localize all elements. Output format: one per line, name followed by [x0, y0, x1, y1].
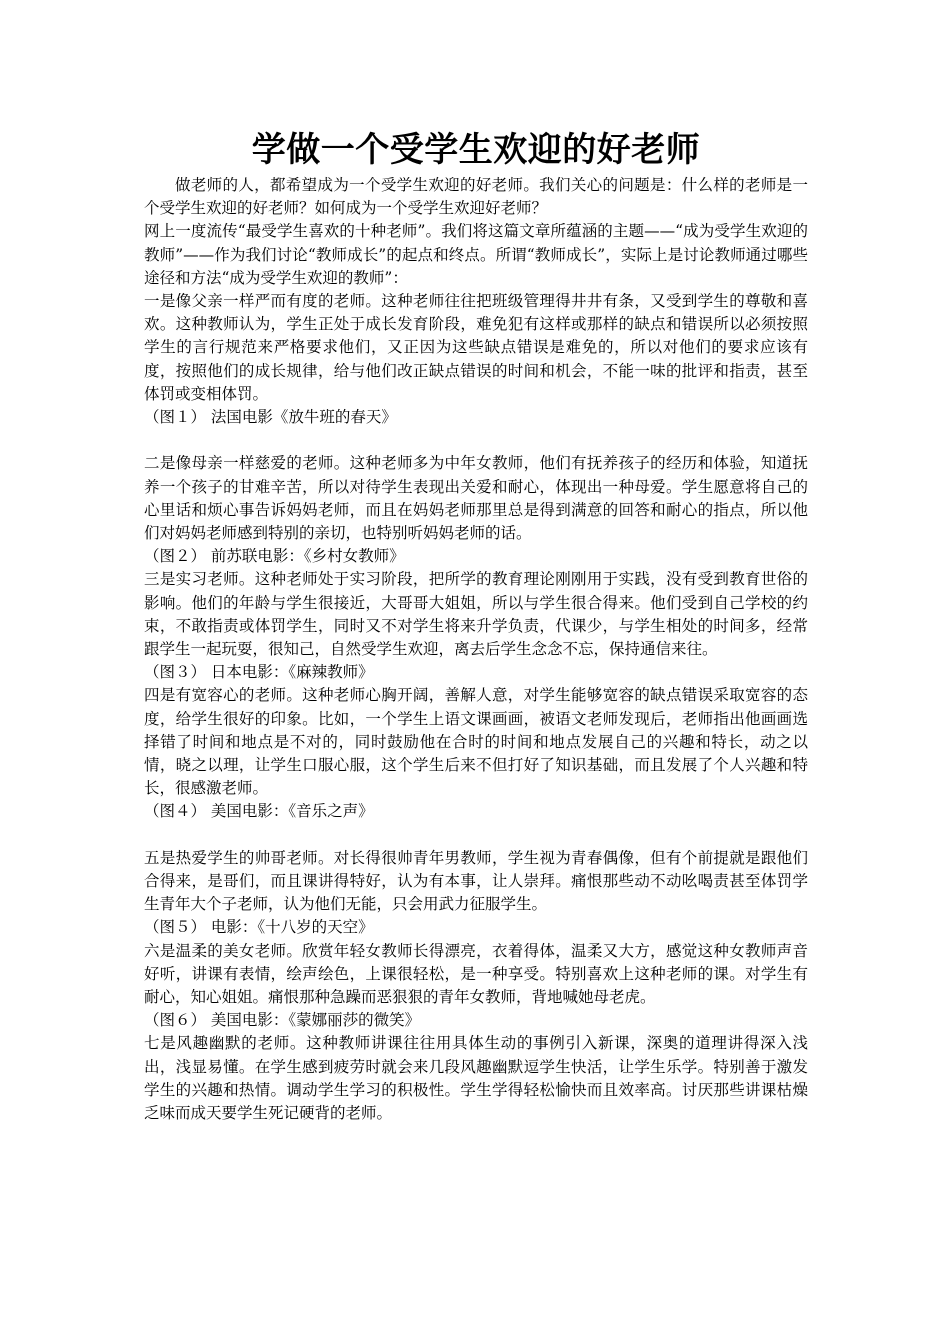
teacher-type-1-paragraph: 一是像父亲一样严而有度的老师。这种老师往往把班级管理得井井有条，又受到学生的尊敬和喜欢。这种教师认为，学生正处于成长发育阶段，难免犯有这样或那样的缺点和错误所以必须按照学生的言行规范来严格要求他们，又正因为这些缺点错误是难免的，所以对他们的要求应该有度，按照他们的成长规律，给与他们改正缺点错误的时间和机会，不能一味的批评和指责，甚至体罚或变相体罚。	[144, 292, 808, 403]
teacher-type-7-paragraph: 七是风趣幽默的老师。这种教师讲课往往用具体生动的事例引入新课，深奥的道理讲得深入浅出，浅显易懂。在学生感到疲劳时就会来几段风趣幽默逗学生快活，让学生乐学。特别善于激发学生的兴趣和热情。调动学生学习的积极性。学生学得轻松愉快而且效率高。讨厌那些讲课枯燥乏味而成天要学生死记硬背的老师。	[144, 1034, 808, 1123]
teacher-type-4-paragraph: 四是有宽容心的老师。这种老师心胸开阔，善解人意，对学生能够宽容的缺点错误采取宽容的态度，给学生很好的印象。比如，一个学生上语文课画画，被语文老师发现后，老师指出他画画选择错了时间和地点是不对的，同时鼓励他在合时的时间和地点发展自己的兴趣和特长，动之以情，晓之以理，让学生口服心服，这个学生后来不但打好了知识基础，而且发展了个人兴趣和特长，很感激老师。	[144, 686, 808, 798]
figure-6-caption: （图６） 美国电影：《蒙娜丽莎的微笑》	[144, 1011, 421, 1030]
figure-2-caption: （图２） 前苏联电影：《乡村女教师》	[144, 547, 405, 566]
teacher-type-6-paragraph: 六是温柔的美女老师。欣赏年轻女教师长得漂亮，衣着得体，温柔又大方，感觉这种女教师声音好听，讲课有表情，绘声绘色，上课很轻松，是一种享受。特别喜欢上这种老师的课。对学生有耐心，知心姐姐。痛恨那种急躁而恶狠狠的青年女教师，背地喊她母老虎。	[144, 941, 808, 1007]
intro-paragraph: 做老师的人，都希望成为一个受学生欢迎的好老师。我们关心的问题是：什么样的老师是一个受学生欢迎的好老师？如何成为一个受学生欢迎好老师？	[144, 176, 808, 218]
figure-1-caption: （图１） 法国电影《放牛班的春天》	[144, 408, 397, 427]
document-page	[144, 128, 808, 1125]
figure-4-placeholder	[144, 824, 808, 847]
figure-5-caption: （图５） 电影：《十八岁的天空》	[144, 918, 374, 937]
figure-3-caption: （图３） 日本电影：《麻辣教师》	[144, 663, 374, 682]
page-title: 学做一个受学生欢迎的好老师	[251, 130, 701, 170]
teacher-type-5-paragraph: 五是热爱学生的帅哥老师。对长得很帅青年男教师，学生视为青春偶像，但有个前提就是跟他们合得来，是哥们，而且课讲得特好，认为有本事，让人崇拜。痛恨那些动不动吆喝责甚至体罚学生青年大个子老师，认为他们无能，只会用武力征服学生。	[144, 848, 808, 914]
figure-1-placeholder	[144, 429, 808, 452]
article-body	[144, 174, 808, 1125]
teacher-type-3-paragraph: 三是实习老师。这种老师处于实习阶段，把所学的教育理论刚刚用于实践，没有受到教育世俗的影响。他们的年龄与学生很接近，大哥哥大姐姐，所以与学生很合得来。他们受到自己学校的约束，不敢指责或体罚学生，同时又不对学生将来升学负责，代课少，与学生相处的时间多，经常跟学生一起玩耍，很知己，自然受学生欢迎，离去后学生念念不忘，保持通信来往。	[144, 570, 808, 659]
teacher-type-2-paragraph: 二是像母亲一样慈爱的老师。这种老师多为中年女教师，他们有抚养孩子的经历和体验，知道抚养一个孩子的甘难辛苦，所以对待学生表现出关爱和耐心，体现出一种母爱。学生愿意将自己的心里话和烦心事告诉妈妈老师，而且在妈妈老师那里总是得到满意的回答和耐心的指点，所以他们对妈妈老师感到特别的亲切，也特别听妈妈老师的话。	[144, 454, 808, 543]
figure-4-caption: （图４） 美国电影：《音乐之声》	[144, 802, 374, 821]
intro-paragraph-2: 网上一度流传“最受学生喜欢的十种老师”。我们将这篇文章所蕴涵的主题——“成为受学生欢迎的教师”——作为我们讨论“教师成长”的起点和终点。所谓“教师成长”，实际上是讨论教师通过哪些途径和方法“成为受学生欢迎的教师”：	[144, 222, 808, 287]
